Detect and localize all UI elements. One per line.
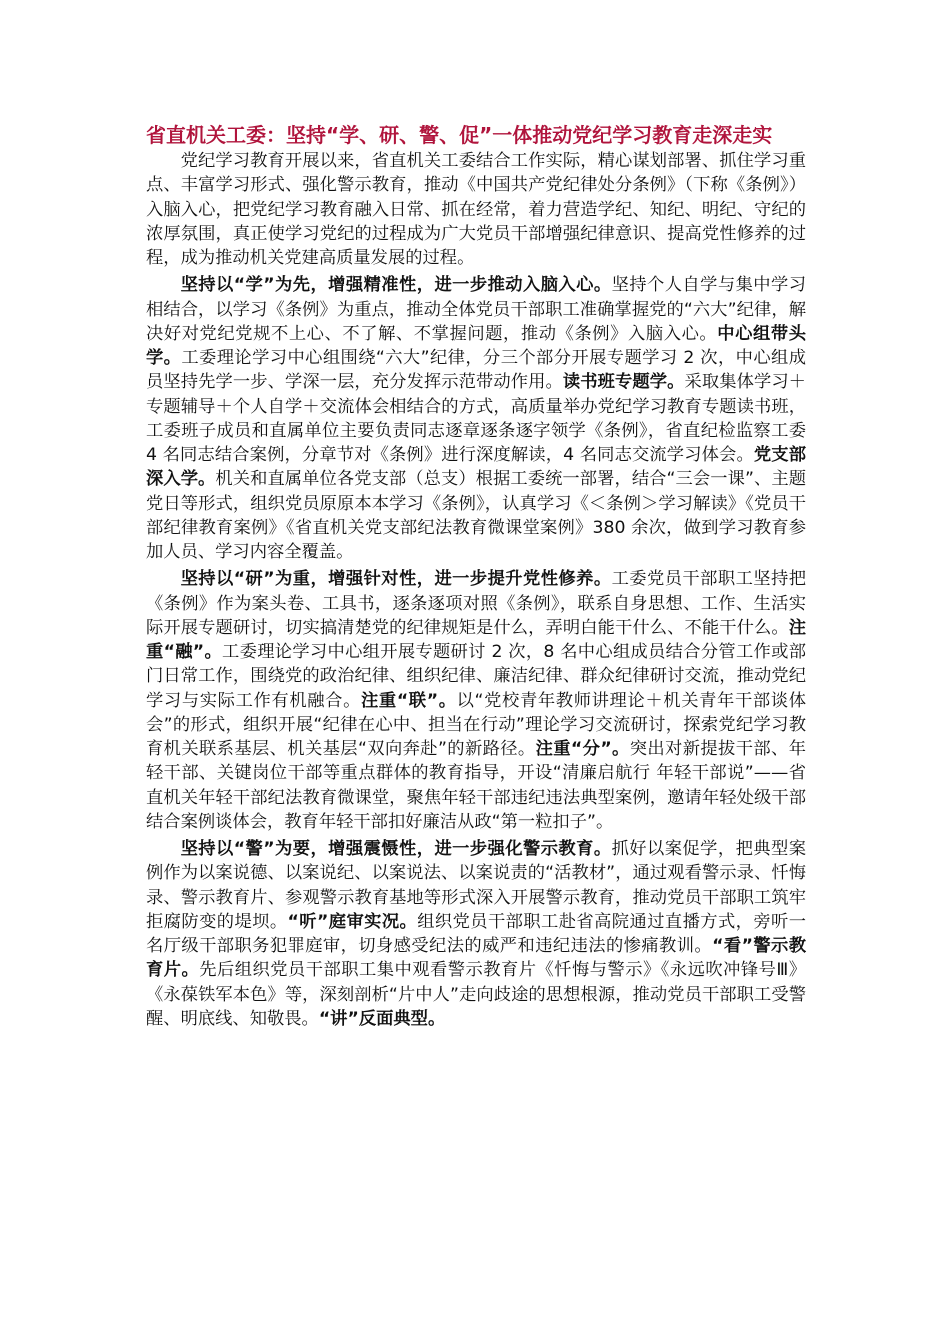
section-research-text-4: 突出对新提拔干部、年轻干部、关键岗位干部等重点群体的教育指导，开设“清廉启航行 年轻干部说”——省直机关年轻干部纪法教育微课堂，聚焦年轻干部违纪违法典型案例，邀请年轻处级干部结合案例谈体会，教育年轻干部扣好廉洁从政“第一粒扣子”。 [146, 739, 806, 832]
section-research-subheading-3: 注重“分”。 [535, 739, 630, 759]
section-research-text-1: 工委党员干部职工坚持把《条例》作为案头卷、工具书，逐条逐项对照《条例》，联系自身思想、工作、生活实际开展专题研讨，切实搞清楚党的纪律规矩是什么，弄明白能干什么、不能干什么。 [146, 569, 806, 638]
section-study-text-3: 采取集体学习＋专题辅导＋个人自学＋交流体会相结合的方式，高质量举办党纪学习教育专题读书班，工委班子成员和直属单位主要负责同志逐章逐条逐字领学《条例》，省直纪检监察工委 4 名同志结合案例，分章节对《条例》进行深度解读，4 名同志交流学习体会。 [146, 372, 806, 465]
document-page [146, 122, 806, 1034]
section-study-text-2: 工委理论学习中心组围绕“六大”纪律，分三个部分开展专题学习 2 次，中心组成员坚持先学一步、学深一层，充分发挥示范带动作用。 [146, 348, 806, 393]
section-warning-text-3: 先后组织党员干部职工集中观看警示教育片《忏悔与警示》《永远吹冲锋号Ⅲ》《永葆铁军本色》等，深刻剖析“片中人”走向歧途的思想根源，推动党员干部职工受警醒、明底线、知敬畏。 [146, 960, 806, 1029]
section-research-text-2: 工委理论学习中心组开展专题研讨 2 次，8 名中心组成员结合分管工作或部门日常工作，围绕党的政治纪律、组织纪律、廉洁纪律、群众纪律研讨交流，推动党纪学习与实际工作有机融合。 [146, 642, 806, 711]
section-study-text-4: 机关和直属单位各党支部（总支）根据工委统一部署，结合“三会一课”、主题党日等形式，组织党员原原本本学习《条例》，认真学习《＜条例＞学习解读》《党员干部纪律教育案例》《省直机关党支部纪法教育微课堂案例》380 余次，做到学习教育参加人员、学习内容全覆盖。 [146, 469, 806, 562]
section-research-subheading-1: 注重“融”。 [146, 617, 806, 662]
section-warning-paragraph [146, 837, 806, 1031]
section-research-text-3: 以“党校青年教师讲理论＋机关青年干部谈体会”的形式，组织开展“纪律在心中、担当在行动”理论学习交流研讨，探索党纪学习教育机关联系基层、机关基层“双向奔赴”的新路径。 [146, 690, 806, 759]
section-warning-subheading-2: “看”警示教育片。 [146, 936, 806, 981]
intro-paragraph [146, 149, 806, 270]
section-study-subheading-2: 读书班专题学。 [562, 372, 685, 393]
section-warning-text-1: 抓好以案促学，把典型案例作为以案说德、以案说纪、以案说法、以案说责的“活教材”，通过观看警示录、忏悔录、警示教育片、参观警示教育基地等形式深入开展警示教育，推动党员干部职工筑牢拒腐防变的堤坝。 [146, 839, 806, 932]
section-study-text-1: 坚持个人自学与集中学习相结合，以学习《条例》为重点，推动全体党员干部职工准确掌握党的“六大”纪律，解决好对党纪党规不上心、不了解、不掌握问题，推动《条例》入脑入心。 [146, 275, 806, 344]
section-study-heading: 坚持以“学”为先，增强精准性，进一步推动入脑入心。 [180, 275, 612, 296]
section-research-paragraph [146, 567, 806, 834]
section-research-heading: 坚持以“研”为重，增强针对性，进一步提升党性修养。 [180, 569, 612, 590]
section-study-subheading-3: 党支部深入学。 [146, 445, 806, 490]
section-research-subheading-2: 注重“联”。 [360, 690, 457, 711]
document-title: 省直机关工委：坚持“学、研、警、促”一体推动党纪学习教育走深走实 [146, 123, 773, 147]
section-warning-subheading-3: “讲”反面典型。 [318, 1008, 446, 1029]
section-study-paragraph [146, 273, 806, 564]
section-warning-text-2: 组织党员干部职工赴省高院通过直播方式，旁听一名厅级干部职务犯罪庭审，切身感受纪法的威严和违纪违法的惨痛教训。 [146, 911, 806, 956]
intro-text: 党纪学习教育开展以来，省直机关工委结合工作实际，精心谋划部署、抓住学习重点、丰富学习形式、强化警示教育，推动《中国共产党纪律处分条例》（下称《条例》）入脑入心，把党纪学习教育融入日常、抓在经常，着力营造学纪、知纪、明纪、守纪的浓厚氛围，真正使学习党纪的过程成为广大党员干部增强纪律意识、提高党性修养的过程，成为推动机关党建高质量发展的过程。 [146, 151, 806, 268]
section-warning-heading: 坚持以“警”为要，增强震慑性，进一步强化警示教育。 [180, 839, 612, 859]
section-warning-subheading-1: “听”庭审实况。 [287, 911, 418, 932]
section-study-subheading-1: 中心组带头学。 [146, 323, 806, 368]
